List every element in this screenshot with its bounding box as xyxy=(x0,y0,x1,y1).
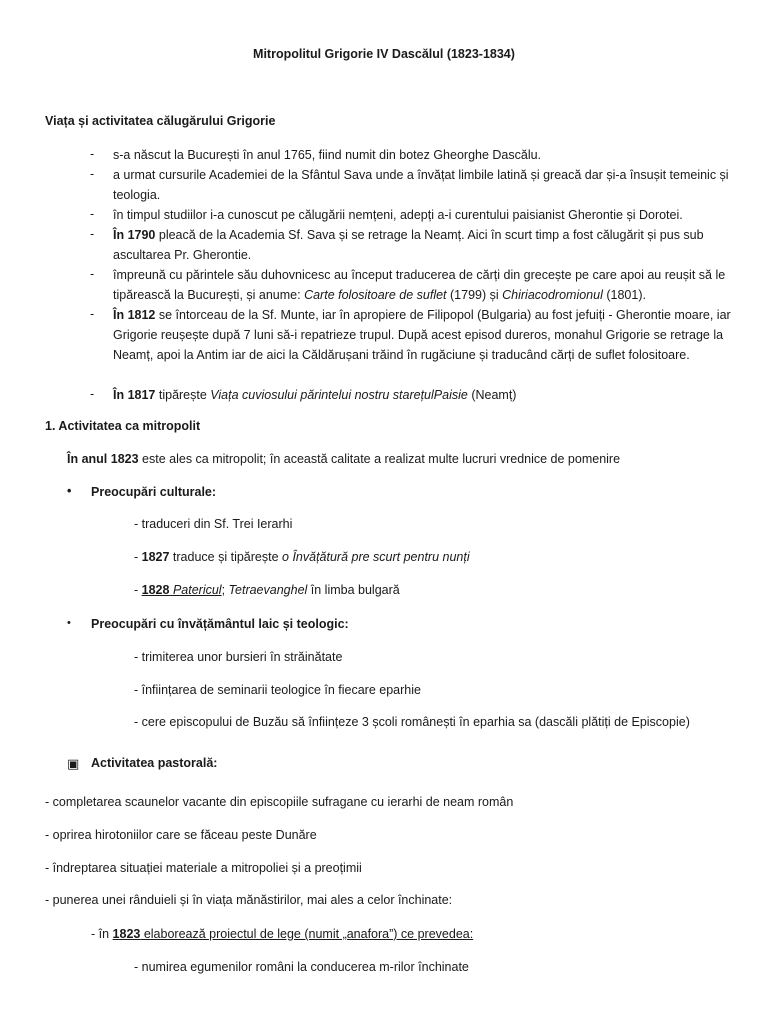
list-dash: - xyxy=(90,147,95,161)
education-item: - înființarea de seminarii teologice în fiecare eparhie xyxy=(134,683,421,697)
cultural-item: - 1828 Patericul; Tetraevanghel în limba bulgară xyxy=(134,583,400,597)
list-dash: - xyxy=(90,267,95,281)
document-title: Mitropolitul Grigorie IV Dascălul (1823-1834) xyxy=(253,47,515,61)
list-item: s-a născut la București în anul 1765, fiind numit din botez Gheorghe Dascălu. xyxy=(113,148,542,162)
education-heading: Preocupări cu învățământul laic și teologic: xyxy=(91,617,349,631)
list-item: În 1812 se întorceau de la Sf. Munte, iar în apropiere de Filipopol (Bulgaria) au fost jefuiți - Gherontie moare, iar Grigorie reușește după 7 luni să-i repatrieze trupul. După acest episod dureros, monahul Grigorie se retrage la Neamț, apoi la Antim iar de aici la Căldărușani trăind în rugăciune și traducând cărți de suflet folositoare. xyxy=(113,308,731,362)
list-dash: - xyxy=(90,307,95,321)
pastoral-item: - oprirea hirotoniilor care se făceau peste Dunăre xyxy=(45,828,317,842)
square-bullet-icon: ▣ xyxy=(67,756,80,771)
list-dash: - xyxy=(90,167,95,181)
list-dash: - xyxy=(90,207,95,221)
list-dash: - xyxy=(90,387,95,401)
pastoral-heading: Activitatea pastorală: xyxy=(91,756,218,770)
list-item: În 1817 tipărește Viața cuviosului părintelui nostru starețulPaisie (Neamț) xyxy=(113,388,517,402)
list-item: în timpul studiilor i-a cunoscut pe călugării nemțeni, adepți a-i curentului paisianist Gherontie și Dorotei. xyxy=(113,208,683,222)
bullet-icon: • xyxy=(67,617,71,629)
metropolitan-intro: În anul 1823 este ales ca mitropolit; în această calitate a realizat multe lucruri vrednice de pomenire xyxy=(67,452,621,466)
list-dash: - xyxy=(90,227,95,241)
section-heading-life: Viața și activitatea călugărului Grigorie xyxy=(45,114,276,128)
pastoral-item: - îndreptarea situației materiale a mitropoliei și a preoțimii xyxy=(45,861,362,875)
education-item: - trimiterea unor bursieri în străinătate xyxy=(134,650,343,664)
pastoral-item: - completarea scaunelor vacante din episcopiile sufragane cu ierarhi de neam român xyxy=(45,795,514,809)
pastoral-subitem: - în 1823 elaborează proiectul de lege (numit „anafora”) ce prevedea: xyxy=(91,927,474,941)
cultural-item: - 1827 traduce și tipărește o Învățătură pre scurt pentru nunți xyxy=(134,550,470,564)
cultural-heading: Preocupări culturale: xyxy=(91,485,217,499)
education-item: - cere episcopului de Buzău să înființeze 3 școli românești în eparhia sa (dascăli plătiți de Episcopie) xyxy=(134,715,690,729)
bullet-icon: • xyxy=(67,484,72,498)
list-item: a urmat cursurile Academiei de la Sfântul Sava unde a învățat limbile latină și greacă dar și-a însușit temeinic și teologia. xyxy=(113,168,729,202)
list-item: În 1790 pleacă de la Academia Sf. Sava și se retrage la Neamț. Aici în scurt timp a fost călugărit și pus sub ascultarea Pr. Gherontie. xyxy=(113,228,704,262)
pastoral-subitem: - numirea egumenilor români la conducerea m-rilor închinate xyxy=(134,960,469,974)
pastoral-item: - punerea unei rânduieli și în viața mănăstirilor, mai ales a celor închinate: xyxy=(45,893,453,907)
cultural-item: - traduceri din Sf. Trei Ierarhi xyxy=(134,517,293,531)
list-item: împreună cu părintele său duhovnicesc au început traducerea de cărți din grecește pe care apoi au reușit să le tipărească la București, și anume: Carte folositoare de suflet (1799) și Chiriacodromionul (1801). xyxy=(113,268,726,302)
section-heading-metropolitan: 1. Activitatea ca mitropolit xyxy=(45,419,201,433)
